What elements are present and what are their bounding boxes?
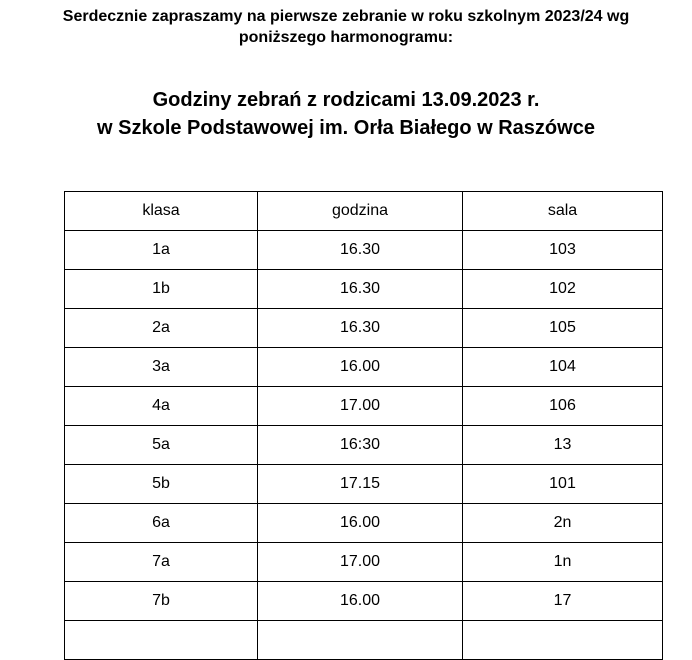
- cell-godzina: 17.00: [258, 543, 463, 582]
- cell-klasa: [65, 621, 258, 660]
- cell-sala: 17: [463, 582, 663, 621]
- cell-godzina: 17.00: [258, 387, 463, 426]
- table-row: [65, 231, 663, 270]
- cell-godzina: 16.00: [258, 504, 463, 543]
- table-row: [65, 465, 663, 504]
- cell-sala: 101: [463, 465, 663, 504]
- table-row: [65, 621, 663, 660]
- cell-klasa: 1a: [65, 231, 258, 270]
- cell-sala: 13: [463, 426, 663, 465]
- column-header-sala: sala: [463, 192, 663, 231]
- cell-klasa: 5a: [65, 426, 258, 465]
- table-row: [65, 543, 663, 582]
- cell-godzina: 16.00: [258, 582, 463, 621]
- column-header-godzina: godzina: [258, 192, 463, 231]
- title-line-1: Godziny zebrań z rodzicami 13.09.2023 r.: [152, 89, 540, 111]
- cell-godzina: 16.30: [258, 231, 463, 270]
- cell-sala: 104: [463, 348, 663, 387]
- cell-klasa: 2a: [65, 309, 258, 348]
- cell-godzina: 16:30: [258, 426, 463, 465]
- cell-godzina: 17.15: [258, 465, 463, 504]
- table-header-row: [65, 192, 663, 231]
- cell-sala: 105: [463, 309, 663, 348]
- cell-klasa: 5b: [65, 465, 258, 504]
- cell-sala: 103: [463, 231, 663, 270]
- cell-godzina: 16.30: [258, 270, 463, 309]
- cell-klasa: 1b: [65, 270, 258, 309]
- cell-godzina: [258, 621, 463, 660]
- cell-sala: 2n: [463, 504, 663, 543]
- meeting-schedule-table: [64, 191, 663, 660]
- cell-klasa: 4a: [65, 387, 258, 426]
- cell-godzina: 16.00: [258, 348, 463, 387]
- table-row: [65, 504, 663, 543]
- title-line-2: w Szkole Podstawowej im. Orła Białego w Raszówce: [97, 117, 595, 139]
- cell-klasa: 3a: [65, 348, 258, 387]
- table-row: [65, 309, 663, 348]
- table-row: [65, 582, 663, 621]
- cell-sala: 102: [463, 270, 663, 309]
- invitation-line-2: poniższego harmonogramu:: [238, 29, 454, 46]
- table-row: [65, 426, 663, 465]
- cell-sala: 1n: [463, 543, 663, 582]
- cell-sala: 106: [463, 387, 663, 426]
- table-row: [65, 270, 663, 309]
- table-row: [65, 348, 663, 387]
- cell-klasa: 7a: [65, 543, 258, 582]
- page-title: [0, 86, 692, 142]
- cell-klasa: 7b: [65, 582, 258, 621]
- invitation-text: [0, 6, 692, 48]
- cell-sala: [463, 621, 663, 660]
- cell-klasa: 6a: [65, 504, 258, 543]
- invitation-line-1: Serdecznie zapraszamy na pierwsze zebranie w roku szkolnym 2023/24 wg: [62, 8, 630, 25]
- column-header-klasa: klasa: [65, 192, 258, 231]
- cell-godzina: 16.30: [258, 309, 463, 348]
- table-row: [65, 387, 663, 426]
